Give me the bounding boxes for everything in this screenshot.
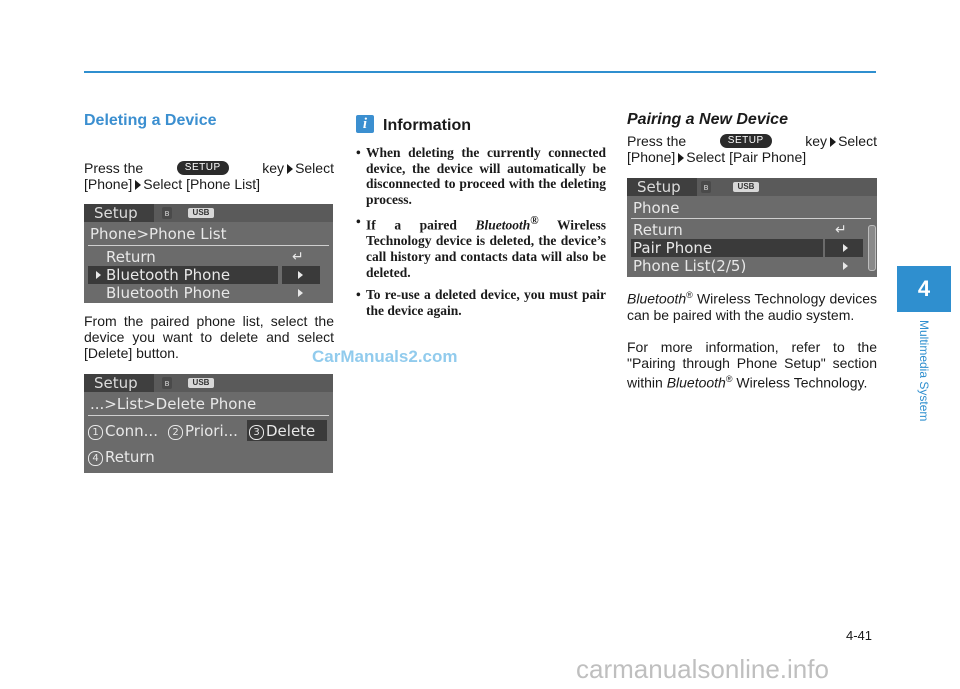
menu-bluetooth-phone-2[interactable]: Bluetooth Phone [106,284,231,302]
menu-return[interactable]: Return [106,248,156,266]
info-bullet: • If a paired Bluetooth® Wireless Technology device is deleted, the device’s call history and contacts data will also be deleted. [356,214,606,280]
option-priority[interactable]: 2 Priori... [168,422,238,440]
phone-list-screen [84,204,333,303]
info-bullet-list [356,145,606,325]
bluetooth-icon: ʙ [162,377,172,389]
option-connect[interactable]: 1 Conn... [88,422,158,440]
page-number: 4-41 [846,628,873,643]
menu-return[interactable]: Return [633,221,683,239]
pairing-description: Bluetooth® Wireless Technology devices can be paired with the audio system. [627,290,877,323]
deleting-instructions: Press the SETUP key Select [Phone] Select [Phone List] [84,160,334,192]
info-title: Information [383,117,471,134]
back-arrow-icon: ↵ [835,222,847,238]
watermark: CarManuals2.com [312,347,458,366]
section-heading-pairing: Pairing a New Device [627,111,788,128]
screen-title: Setup [627,178,697,196]
bluetooth-icon: ʙ [162,207,172,219]
option-return[interactable]: 4 Return [88,448,155,466]
setup-key-badge: SETUP [177,161,229,175]
chapter-label: Multimedia System [917,320,931,422]
screen-path: Phone>Phone List [90,225,227,243]
info-bullet: • To re-use a deleted device, you must pair the device again. [356,287,606,318]
arrow-right-icon [135,180,141,190]
scrollbar[interactable] [868,225,876,271]
delete-phone-screen [84,374,333,473]
pair-phone-screen [627,178,877,277]
menu-bluetooth-phone-1[interactable]: Bluetooth Phone [106,266,231,284]
screen-path: ...>List>Delete Phone [90,395,257,413]
chevron-right-icon [96,271,101,279]
screen-path: Phone [633,199,680,217]
section-heading-deleting: Deleting a Device [84,112,217,129]
footer-watermark: carmanualsonline.info [576,654,829,684]
setup-key-badge: SETUP [720,134,772,148]
menu-phone-list[interactable]: Phone List(2/5) [633,257,747,275]
pairing-instructions: Press the SETUP key Select [Phone] Select [Pair Phone] [627,133,877,165]
usb-icon: USB [188,378,214,388]
bluetooth-icon: ʙ [701,181,711,193]
pairing-reference: For more information, refer to the "Pairing through Phone Setup" section within Bluetooth® Wireless Technology. [627,339,877,391]
top-rule [84,71,876,73]
chevron-right-icon [843,244,848,252]
info-bullet: • When deleting the currently connected device, the device will automatically be disconnected to proceed with the deleting process. [356,145,606,207]
menu-pair-phone[interactable]: Pair Phone [633,239,713,257]
chevron-right-icon [843,262,848,270]
usb-icon: USB [733,182,759,192]
arrow-right-icon [678,153,684,163]
info-icon: i [356,115,374,133]
deleting-description: From the paired phone list, select the device you want to delete and select [Delete] button. [84,313,334,361]
arrow-right-icon [287,164,293,174]
chevron-right-icon [298,271,303,279]
back-arrow-icon: ↵ [292,249,304,265]
arrow-right-icon [830,137,836,147]
chevron-right-icon [298,289,303,297]
usb-icon: USB [188,208,214,218]
chapter-tab: 4 [897,266,951,312]
screen-title: Setup [84,204,154,222]
option-delete-button[interactable]: 3 Delete [249,422,315,440]
screen-title: Setup [84,374,154,392]
